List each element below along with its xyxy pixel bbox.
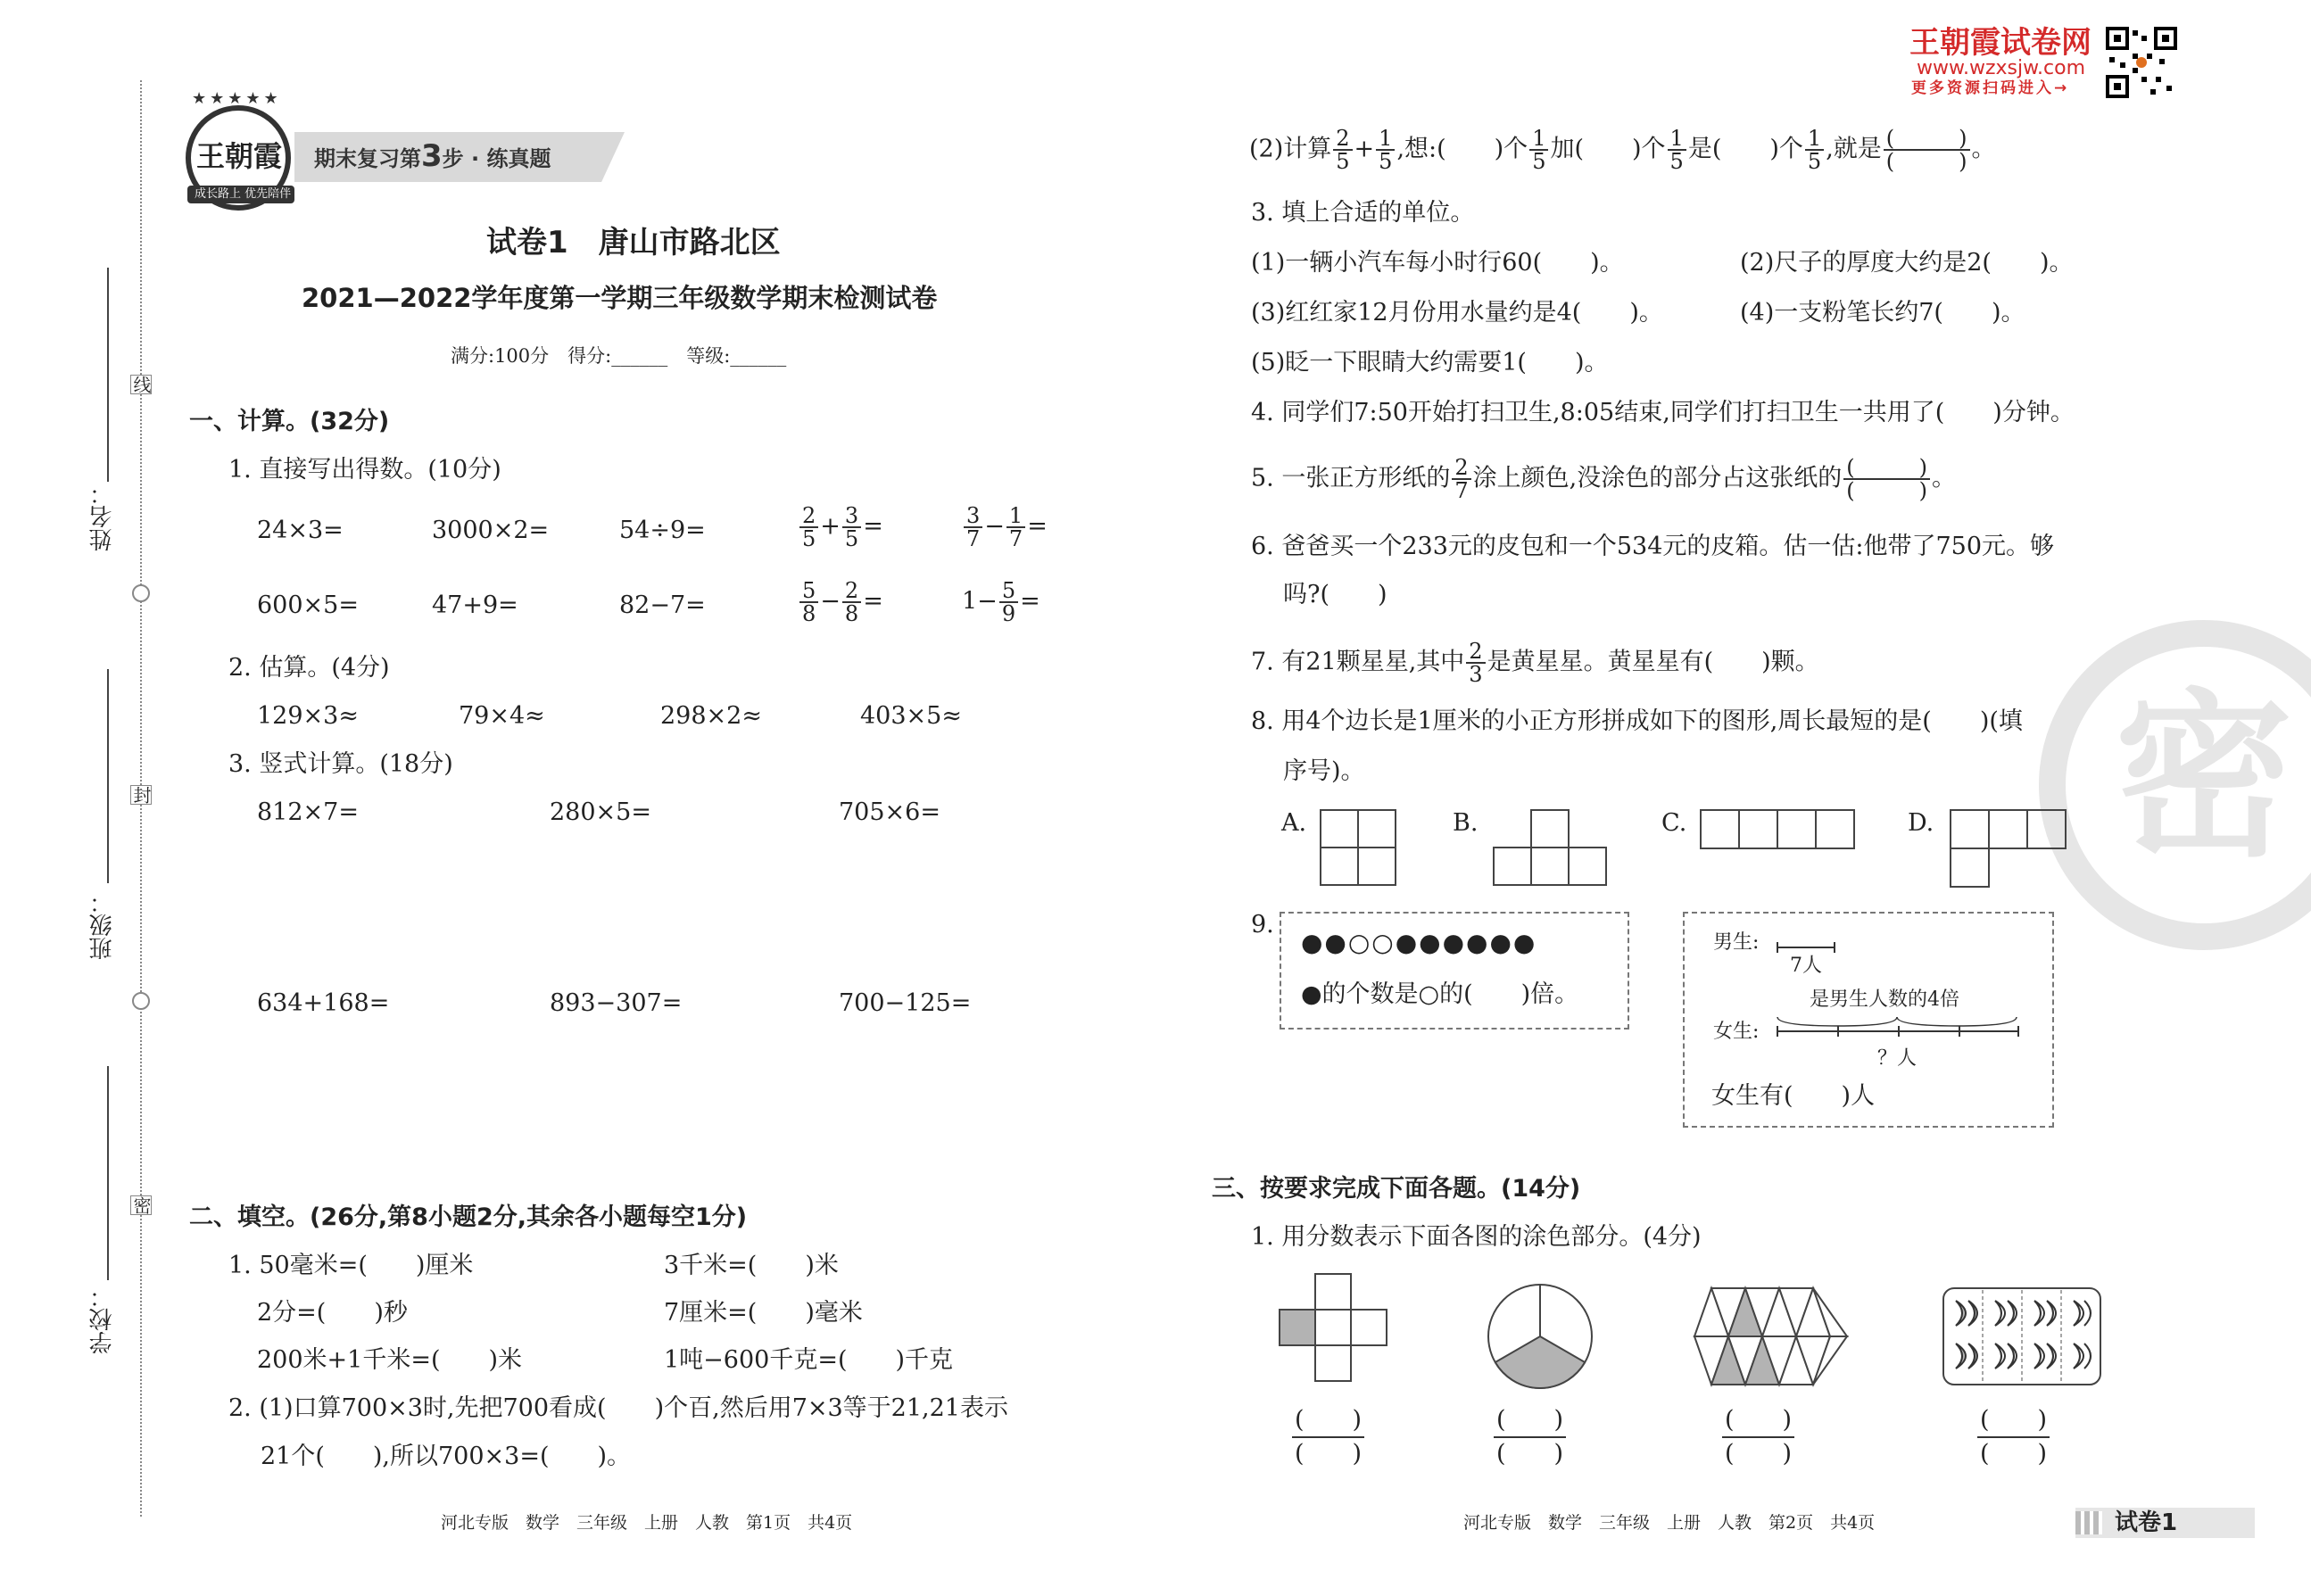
s1-calc-2: 3000×2=: [432, 517, 550, 544]
s2-q6a: 6. 爸爸买一个233元的皮包和一个534元的皮箱。估一估:他带了750元。够: [1251, 533, 2055, 560]
option-c-figure: [1699, 808, 1858, 851]
seal-watermark: [2043, 624, 2311, 946]
q9-dots: ●●○○●●●●●●: [1301, 928, 1537, 957]
q9-answer: 女生有( )人: [1711, 1082, 1876, 1110]
paper-title: 试卷1 唐山市路北区: [486, 225, 781, 260]
school-label: 学校：: [89, 1285, 116, 1354]
s2-q3a: (1)一辆小汽车每小时行60( )。: [1251, 249, 1624, 277]
q9-girl-count: ？人: [1877, 1047, 1918, 1070]
s2-q1b: 3千米=( )米: [664, 1252, 839, 1279]
s2-q1f: 1吨−600千克=( )千克: [664, 1346, 954, 1374]
footer-left: 河北专版 数学 三年级 上册 人教 第1页 共4页: [441, 1513, 853, 1533]
s1-est-2: 79×4≈: [459, 702, 545, 730]
name-field[interactable]: [107, 268, 109, 482]
s2-q3d: (4)一支粉笔长约7( )。: [1740, 299, 2025, 327]
option-b-figure: [1490, 808, 1610, 889]
step-banner-text: 期末复习第3步 · 练真题: [314, 138, 551, 174]
q9-text: ●的个数是○的( )倍。: [1301, 980, 1579, 1008]
s2-q1e: 200米+1千米=( )米: [257, 1346, 523, 1374]
s3-answer-2[interactable]: $\frac{( )}{( )}$: [1492, 1404, 1568, 1470]
s2-q7: 7. 有21颗星星,其中 $\frac{2}{3}$ 是黄星星。黄星星有( )颗。: [1251, 639, 1819, 687]
s2-q3: 3. 填上合适的单位。: [1251, 199, 1475, 227]
s1-est-4: 403×5≈: [860, 702, 962, 730]
s2-q6b: 吗?( ): [1283, 581, 1387, 608]
s2-q3c: (3)红红家12月份用水量约是4( )。: [1251, 299, 1663, 327]
footer-badge: 试卷1: [2115, 1509, 2178, 1536]
s2-q2c: (2)计算 $\frac{2}{5}$ + $\frac{1}{5}$ ,想:( )个 $\frac{1}{5}$ 加( )个 $\frac{1}{5}$ 是( )个 $\frac{1}{5}$ ,就是 $\frac{( )}{( )}$ 。: [1249, 126, 1996, 174]
s1-calc-frac-4: 1− $\frac{5}{9}$ =: [962, 578, 1040, 626]
footer-badge-squares: [2075, 1511, 2102, 1534]
s3-q1: 1. 用分数表示下面各图的涂色部分。(4分): [1251, 1223, 1702, 1251]
s2-q8b: 序号)。: [1283, 757, 1365, 785]
s1-vert-4: 634+168=: [257, 989, 390, 1017]
s3-answer-1[interactable]: $\frac{( )}{( )}$: [1290, 1404, 1366, 1470]
section1-title: 一、计算。(32分): [189, 408, 390, 435]
s2-q5: 5. 一张正方形纸的 $\frac{2}{7}$ 涂上颜色,没涂色的部分占这张纸的 $\frac{( )}{( )}$ 。: [1251, 455, 1956, 503]
binding-circle-2: [132, 992, 150, 1010]
s3-answer-4[interactable]: $\frac{( )}{( )}$: [1976, 1404, 2051, 1470]
binding-mi: 密: [130, 1196, 152, 1214]
s3-figure-cross: [1278, 1272, 1394, 1388]
option-a-label: A.: [1281, 809, 1307, 837]
q9-times-label: 是男生人数的4倍: [1810, 988, 1959, 1011]
s2-q2a: 2. (1)口算700×3时,先把700看成( )个百,然后用7×3等于21,21表示: [228, 1394, 1008, 1422]
s1-est-1: 129×3≈: [257, 702, 359, 730]
s1-vert-6: 700−125=: [839, 989, 972, 1017]
s1-calc-frac-1: $\frac{2}{5}$ + $\frac{3}{5}$ =: [798, 505, 883, 550]
brand-scan: 更多资源扫码进入→: [1911, 79, 2070, 97]
s1-q1-title: 1. 直接写出得数。(10分): [228, 456, 501, 484]
s1-calc-3: 54÷9=: [619, 517, 706, 544]
s2-q9-label: 9.: [1251, 911, 1274, 939]
s1-calc-frac-3: $\frac{5}{8}$ − $\frac{2}{8}$ =: [798, 580, 883, 624]
option-b-label: B.: [1453, 809, 1479, 837]
s2-q4: 4. 同学们7:50开始打扫卫生,8:05结束,同学们打扫卫生一共用了( )分钟。: [1251, 399, 2075, 426]
s2-q1a: 1. 50毫米=( )厘米: [228, 1252, 474, 1279]
q9-boy-count: 7人: [1790, 955, 1822, 977]
qr-code-icon[interactable]: [2106, 27, 2177, 98]
s1-est-3: 298×2≈: [660, 702, 762, 730]
class-label: 班级：: [89, 890, 116, 960]
brand-url[interactable]: www.wzxsjw.com: [1917, 57, 2086, 79]
section3-title: 三、按要求完成下面各题。(14分): [1212, 1175, 1581, 1203]
s1-calc-5: 47+9=: [432, 591, 518, 619]
binding-feng: 封: [130, 786, 152, 804]
s2-q1c: 2分=( )秒: [257, 1299, 408, 1327]
footer-right: 河北专版 数学 三年级 上册 人教 第2页 共4页: [1463, 1513, 1876, 1533]
s2-q2b: 21个( ),所以700×3=( )。: [261, 1443, 632, 1470]
s3-figure-circle: [1485, 1281, 1595, 1392]
svg-text:密: 密: [2114, 674, 2294, 881]
brand-name: 王朝霞试卷网: [1909, 25, 2091, 61]
s1-q3-title: 3. 竖式计算。(18分): [228, 750, 453, 778]
s1-calc-4: 600×5=: [257, 591, 359, 619]
s2-q3e: (5)眨一下眼睛大约需要1( )。: [1251, 349, 1609, 376]
logo-sub: 成长路上 优先陪伴: [195, 187, 292, 201]
s2-q3b: (2)尺子的厚度大约是2( )。: [1740, 249, 2074, 277]
logo-stars: ★★★★★: [192, 89, 282, 108]
s1-calc-6: 82−7=: [619, 591, 706, 619]
q9-girl-label: 女生:: [1713, 1021, 1760, 1043]
s1-q2-title: 2. 估算。(4分): [228, 654, 390, 682]
s3-figure-moons: [1942, 1286, 2102, 1386]
s1-vert-5: 893−307=: [550, 989, 683, 1017]
name-label: 姓名：: [89, 482, 116, 551]
binding-circle-1: [132, 584, 150, 602]
s1-vert-1: 812×7=: [257, 798, 359, 826]
section2-title: 二、填空。(26分,第8小题2分,其余各小题每空1分): [189, 1203, 748, 1231]
class-field[interactable]: [107, 669, 109, 883]
binding-xian: 线: [130, 376, 152, 393]
paper-meta: 满分:100分 得分:______ 等级:______: [451, 345, 787, 367]
option-c-label: C.: [1661, 809, 1687, 837]
s3-figure-hexagon: [1683, 1286, 1852, 1390]
option-d-figure: [1949, 808, 2070, 889]
s1-vert-2: 280×5=: [550, 798, 651, 826]
s1-calc-frac-2: $\frac{3}{7}$ − $\frac{1}{7}$ =: [962, 505, 1048, 550]
logo-text: 王朝霞: [196, 139, 283, 173]
option-d-label: D.: [1908, 809, 1934, 837]
s1-calc-1: 24×3=: [257, 517, 344, 544]
option-a-figure: [1319, 808, 1399, 889]
s1-vert-3: 705×6=: [839, 798, 940, 826]
s2-q8a: 8. 用4个边长是1厘米的小正方形拼成如下的图形,周长最短的是( )(填: [1251, 707, 2023, 735]
s3-answer-3[interactable]: $\frac{( )}{( )}$: [1720, 1404, 1796, 1470]
school-field[interactable]: [107, 1066, 109, 1280]
s2-q1d: 7厘米=( )毫米: [664, 1299, 863, 1327]
q9-girl-bar: [1776, 1013, 2025, 1046]
paper-subtitle: 2021—2022学年度第一学期三年级数学期末检测试卷: [302, 283, 938, 313]
q9-boy-label: 男生:: [1713, 931, 1760, 954]
